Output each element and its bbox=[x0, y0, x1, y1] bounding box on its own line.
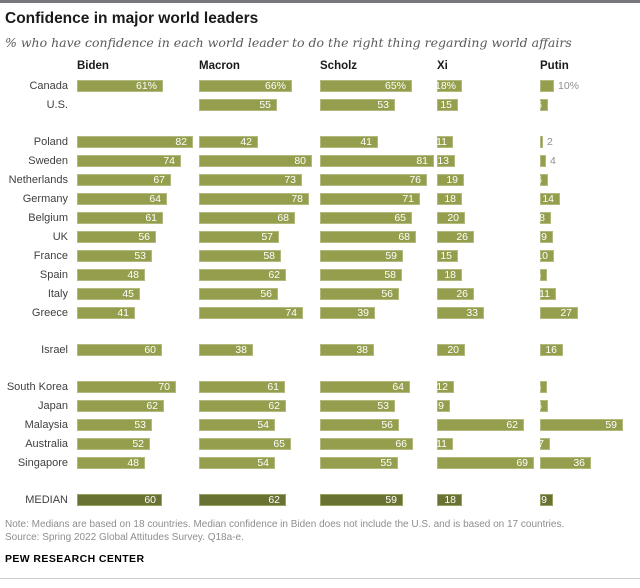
bar-u-s--scholz bbox=[320, 99, 395, 111]
bar-median-xi bbox=[437, 494, 462, 506]
bar-belgium-macron bbox=[199, 212, 295, 224]
bar-value: 58 bbox=[384, 269, 396, 281]
bar-sweden-scholz bbox=[320, 155, 434, 167]
bar-value: 41 bbox=[360, 136, 372, 148]
bar-sweden-xi bbox=[437, 155, 455, 167]
row-label-italy: Italy bbox=[47, 288, 68, 300]
bar-value: 62 bbox=[268, 494, 280, 506]
column-header-xi: Xi bbox=[437, 60, 448, 72]
bar-sweden-macron bbox=[199, 155, 312, 167]
bar-value: 69 bbox=[516, 457, 528, 469]
bar-france-macron bbox=[199, 250, 281, 262]
bar-value: 18 bbox=[444, 494, 456, 506]
bar-value: 38 bbox=[356, 344, 368, 356]
bar-value: 54 bbox=[257, 419, 269, 431]
bar-germany-xi bbox=[437, 193, 462, 205]
bar-value: 11 bbox=[539, 288, 550, 300]
bar-france-scholz bbox=[320, 250, 403, 262]
bar-value: 56 bbox=[381, 419, 393, 431]
bar-value: 53 bbox=[134, 250, 146, 262]
bar-greece-macron bbox=[199, 307, 303, 319]
bar-germany-scholz bbox=[320, 193, 420, 205]
bar-value: 20 bbox=[447, 344, 459, 356]
bar-value: 38 bbox=[235, 344, 247, 356]
bar-value: 13 bbox=[437, 155, 449, 167]
row-label-south-korea: South Korea bbox=[6, 381, 68, 393]
bar-value: 48 bbox=[127, 269, 139, 281]
bar-australia-xi bbox=[437, 438, 453, 450]
bar-value: 61% bbox=[135, 80, 157, 92]
bar-south-korea-putin bbox=[535, 381, 547, 393]
bar-south-korea-macron bbox=[199, 381, 285, 393]
bar-value: 54 bbox=[257, 457, 269, 469]
bar-malaysia-macron bbox=[199, 419, 275, 431]
bar-value: 5 bbox=[535, 381, 541, 393]
bar-value: 66 bbox=[395, 438, 407, 450]
bar-value: 59 bbox=[605, 419, 617, 431]
bar-netherlands-scholz bbox=[320, 174, 427, 186]
bar-singapore-scholz bbox=[320, 457, 398, 469]
bar-value: 5 bbox=[535, 269, 541, 281]
bar-uk-biden bbox=[77, 231, 156, 243]
bar-value: 74 bbox=[163, 155, 175, 167]
bar-value: 48 bbox=[127, 457, 139, 469]
bar-south-korea-scholz bbox=[320, 381, 410, 393]
bar-value: 67 bbox=[153, 174, 165, 186]
bar-netherlands-putin bbox=[536, 174, 548, 186]
bar-israel-xi bbox=[437, 344, 465, 356]
bar-value: 68 bbox=[277, 212, 289, 224]
bar-italy-scholz bbox=[320, 288, 399, 300]
bar-japan-macron bbox=[199, 400, 286, 412]
bar-south-korea-biden bbox=[77, 381, 176, 393]
bar-value: 15 bbox=[440, 250, 452, 262]
bar-uk-putin bbox=[540, 231, 553, 243]
bar-poland-scholz bbox=[320, 136, 378, 148]
bar-value-outside: 4 bbox=[550, 155, 556, 167]
bar-france-xi bbox=[437, 250, 458, 262]
bar-value: 62 bbox=[506, 419, 518, 431]
bar-canada-macron bbox=[199, 80, 292, 92]
bar-value: 42 bbox=[240, 136, 252, 148]
column-header-macron: Macron bbox=[199, 60, 240, 72]
bar-value: 65% bbox=[384, 80, 406, 92]
bar-value: 53 bbox=[377, 400, 389, 412]
bar-value: 11 bbox=[436, 136, 447, 148]
bar-belgium-biden bbox=[77, 212, 163, 224]
bar-greece-scholz bbox=[320, 307, 375, 319]
bar-value: 66% bbox=[264, 80, 286, 92]
bar-germany-macron bbox=[199, 193, 309, 205]
column-header-biden: Biden bbox=[77, 60, 109, 72]
bar-canada-scholz bbox=[320, 80, 412, 92]
bar-value: 11 bbox=[436, 438, 447, 450]
row-label-malaysia: Malaysia bbox=[24, 419, 68, 431]
bar-spain-macron bbox=[199, 269, 286, 281]
bar-value: 12 bbox=[436, 381, 448, 393]
bar-france-putin bbox=[536, 250, 554, 262]
row-label-uk: UK bbox=[52, 231, 68, 243]
bar-value: 64 bbox=[149, 193, 161, 205]
pew-research-center-wordmark: PEW RESEARCH CENTER bbox=[5, 553, 145, 565]
bar-australia-scholz bbox=[320, 438, 413, 450]
bar-value: 55 bbox=[259, 99, 271, 111]
bar-value: 18 bbox=[444, 269, 456, 281]
bar-poland-xi bbox=[437, 136, 453, 148]
bar-italy-biden bbox=[77, 288, 140, 300]
bar-israel-putin bbox=[540, 344, 563, 356]
row-label-poland: Poland bbox=[33, 136, 68, 148]
bar-germany-biden bbox=[77, 193, 167, 205]
row-label-germany: Germany bbox=[22, 193, 68, 205]
row-label-france: France bbox=[33, 250, 68, 262]
bar-value: 62 bbox=[268, 400, 280, 412]
bar-israel-biden bbox=[77, 344, 162, 356]
bar-value: 65 bbox=[394, 212, 406, 224]
bar-italy-xi bbox=[437, 288, 474, 300]
bar-value: 53 bbox=[134, 419, 146, 431]
bar-u-s--putin bbox=[536, 99, 548, 111]
bar-value: 9 bbox=[541, 494, 547, 506]
bar-u-s--macron bbox=[199, 99, 277, 111]
bar-canada-biden bbox=[77, 80, 163, 92]
bar-belgium-xi bbox=[437, 212, 465, 224]
bar-israel-macron bbox=[199, 344, 253, 356]
bar-value: 26 bbox=[456, 231, 468, 243]
bar-value: 82 bbox=[175, 136, 187, 148]
bar-value: 62 bbox=[268, 269, 280, 281]
bar-value: 53 bbox=[377, 99, 389, 111]
bar-canada-xi bbox=[434, 80, 462, 92]
bar-uk-xi bbox=[437, 231, 474, 243]
row-label-singapore: Singapore bbox=[17, 457, 68, 469]
bar-value: 16 bbox=[545, 344, 557, 356]
bar-singapore-macron bbox=[199, 457, 275, 469]
bar-value: 81 bbox=[416, 155, 428, 167]
bar-spain-xi bbox=[437, 269, 462, 281]
chart-title: Confidence in major world leaders bbox=[5, 10, 259, 27]
bar-japan-biden bbox=[77, 400, 164, 412]
bar-value: 10 bbox=[536, 250, 548, 262]
chart-subtitle: % who have confidence in each world leader to do the right thing regarding world affairs bbox=[5, 35, 572, 50]
bar-value: 73 bbox=[284, 174, 296, 186]
row-label-sweden: Sweden bbox=[28, 155, 68, 167]
column-header-scholz: Scholz bbox=[320, 60, 358, 72]
bar-value: 60 bbox=[144, 494, 156, 506]
bar-value: 19 bbox=[446, 174, 458, 186]
bar-netherlands-biden bbox=[77, 174, 171, 186]
bar-singapore-putin bbox=[540, 457, 591, 469]
bar-median-macron bbox=[199, 494, 286, 506]
bar-value-outside: 10% bbox=[558, 80, 580, 92]
bar-value: 55 bbox=[380, 457, 392, 469]
bar-netherlands-xi bbox=[437, 174, 464, 186]
bar-uk-macron bbox=[199, 231, 279, 243]
bar-value: 62 bbox=[146, 400, 158, 412]
bar-south-korea-xi bbox=[437, 381, 454, 393]
bar-france-biden bbox=[77, 250, 152, 262]
bar-italy-macron bbox=[199, 288, 278, 300]
bottom-rule bbox=[0, 578, 640, 579]
bar-value-outside: 2 bbox=[547, 136, 553, 148]
row-label-australia: Australia bbox=[25, 438, 68, 450]
bar-sweden-putin bbox=[540, 155, 546, 167]
bar-poland-macron bbox=[199, 136, 258, 148]
bar-value: 74 bbox=[285, 307, 297, 319]
bar-value: 18 bbox=[444, 193, 456, 205]
bar-greece-xi bbox=[437, 307, 484, 319]
bar-netherlands-macron bbox=[199, 174, 302, 186]
bar-value: 60 bbox=[144, 344, 156, 356]
bar-median-biden bbox=[77, 494, 162, 506]
bar-malaysia-biden bbox=[77, 419, 152, 431]
row-label-israel: Israel bbox=[41, 344, 68, 356]
bar-value: 57 bbox=[261, 231, 273, 243]
bar-value: 33 bbox=[466, 307, 478, 319]
bar-israel-scholz bbox=[320, 344, 374, 356]
bar-value: 26 bbox=[456, 288, 468, 300]
bar-greece-putin bbox=[540, 307, 578, 319]
bar-value: 9 bbox=[438, 400, 444, 412]
bar-u-s--xi bbox=[437, 99, 458, 111]
bar-value: 52 bbox=[132, 438, 144, 450]
bar-value: 68 bbox=[398, 231, 410, 243]
bar-japan-putin bbox=[536, 400, 548, 412]
bar-value: 7 bbox=[538, 438, 544, 450]
bar-value: 9 bbox=[541, 231, 547, 243]
bar-value: 6 bbox=[536, 174, 542, 186]
row-label-belgium: Belgium bbox=[28, 212, 68, 224]
source-text: Source: Spring 2022 Global Attitudes Survey. Q18a-e. bbox=[5, 532, 244, 543]
row-label-netherlands: Netherlands bbox=[8, 174, 68, 186]
bar-sweden-biden bbox=[77, 155, 181, 167]
row-label-u-s-: U.S. bbox=[46, 99, 68, 111]
bar-value: 20 bbox=[447, 212, 459, 224]
bar-value: 18% bbox=[434, 80, 456, 92]
bar-australia-putin bbox=[540, 438, 550, 450]
bar-belgium-putin bbox=[540, 212, 551, 224]
bar-spain-scholz bbox=[320, 269, 402, 281]
bar-greece-biden bbox=[77, 307, 135, 319]
row-label-spain: Spain bbox=[39, 269, 68, 281]
bar-japan-scholz bbox=[320, 400, 395, 412]
bar-singapore-biden bbox=[77, 457, 145, 469]
bar-poland-putin bbox=[540, 136, 543, 148]
bar-malaysia-xi bbox=[437, 419, 524, 431]
bar-value: 6 bbox=[536, 99, 542, 111]
bar-median-putin bbox=[540, 494, 553, 506]
bar-value: 6 bbox=[536, 400, 542, 412]
bar-australia-macron bbox=[199, 438, 291, 450]
bar-value: 64 bbox=[392, 381, 404, 393]
bar-value: 27 bbox=[560, 307, 572, 319]
bar-spain-putin bbox=[535, 269, 547, 281]
bar-value: 78 bbox=[291, 193, 303, 205]
bar-value: 59 bbox=[385, 494, 397, 506]
column-header-putin: Putin bbox=[540, 60, 569, 72]
row-label-greece: Greece bbox=[31, 307, 68, 319]
bar-value: 59 bbox=[385, 250, 397, 262]
row-label-japan: Japan bbox=[38, 400, 68, 412]
bar-canada-putin bbox=[540, 80, 554, 92]
bar-malaysia-scholz bbox=[320, 419, 399, 431]
row-label-median: MEDIAN bbox=[25, 494, 68, 506]
note-text: Note: Medians are based on 18 countries. Median confidence in Biden does not include the U.S. and is based on 17 countries. bbox=[5, 519, 565, 530]
bar-value: 80 bbox=[294, 155, 306, 167]
bar-malaysia-putin bbox=[540, 419, 623, 431]
bar-value: 61 bbox=[145, 212, 157, 224]
bar-value: 56 bbox=[138, 231, 150, 243]
bar-value: 61 bbox=[267, 381, 279, 393]
bar-value: 15 bbox=[440, 99, 452, 111]
bar-australia-biden bbox=[77, 438, 150, 450]
bar-value: 45 bbox=[122, 288, 134, 300]
bar-poland-biden bbox=[77, 136, 193, 148]
bar-value: 41 bbox=[117, 307, 129, 319]
row-label-canada: Canada bbox=[29, 80, 68, 92]
bar-value: 56 bbox=[260, 288, 272, 300]
bar-value: 39 bbox=[357, 307, 369, 319]
bar-value: 71 bbox=[402, 193, 414, 205]
bar-value: 70 bbox=[158, 381, 170, 393]
bar-uk-scholz bbox=[320, 231, 416, 243]
bar-value: 36 bbox=[573, 457, 585, 469]
bar-value: 65 bbox=[273, 438, 285, 450]
bar-singapore-xi bbox=[437, 457, 534, 469]
bar-median-scholz bbox=[320, 494, 403, 506]
bar-spain-biden bbox=[77, 269, 145, 281]
bar-value: 58 bbox=[263, 250, 275, 262]
bar-belgium-scholz bbox=[320, 212, 412, 224]
bar-value: 8 bbox=[539, 212, 545, 224]
bar-value: 76 bbox=[409, 174, 421, 186]
bar-value: 14 bbox=[542, 193, 554, 205]
bar-japan-xi bbox=[437, 400, 450, 412]
bar-value: 56 bbox=[381, 288, 393, 300]
bar-italy-putin bbox=[540, 288, 556, 300]
bar-germany-putin bbox=[540, 193, 560, 205]
